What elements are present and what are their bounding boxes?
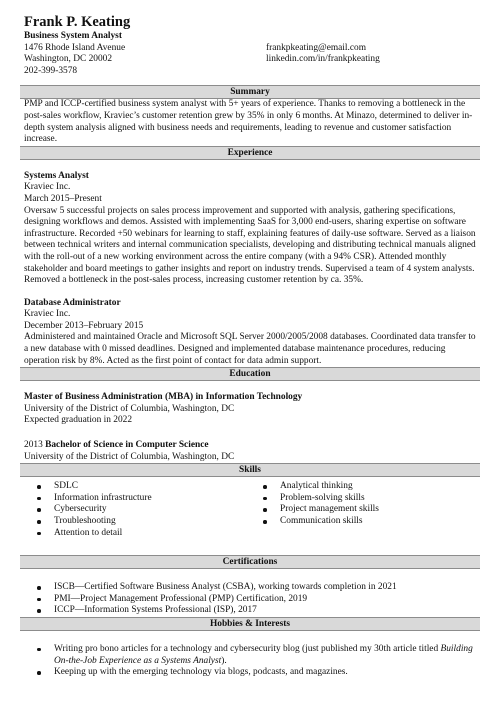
certification-item: ICCP—Information Systems Professional (ISP), 2017 xyxy=(24,605,476,617)
education-entry xyxy=(24,440,476,463)
job-title: Database Administrator xyxy=(24,297,121,308)
skill-item: Information infrastructure xyxy=(24,493,250,505)
job-entry xyxy=(24,298,476,368)
contact-block xyxy=(24,43,476,78)
hobby-text: Writing pro bono articles for a technology and cybersecurity blog (just published my 30th article titled xyxy=(54,643,441,654)
candidate-name: Frank P. Keating xyxy=(24,14,131,30)
skill-item: Cybersecurity xyxy=(24,504,250,516)
skills-columns xyxy=(24,481,476,539)
skill-item: Analytical thinking xyxy=(250,481,476,493)
contact-left xyxy=(24,43,266,78)
job-description: Oversaw 5 successful projects on sales process improvement and supported with analysis, gathering specifications, designing workflows and demos. Assisted with implementing SaaS for 3,000 end-users, sharing expertise on software infrastructure. Recorded +50 webinars for learning to staff, explaining features of daily-use software. Served as a liaison between technical writers and internal communication specialists, developing and distributing technical manuals aligned with the roll-out of a new working environment across the entire company (with a 94% CSR). Attended monthly stakeholder and board meetings to gather insights and report on industry trends. Supervised a team of 4 system analysts. Removed a bottleneck in the post-sales process, increasing customer retention by ca. 35%. xyxy=(24,205,476,286)
job-entry xyxy=(24,171,476,287)
education-entry xyxy=(24,392,476,427)
degree-title: Master of Business Administration (MBA) in Information Technology xyxy=(24,392,303,403)
hobbies-list xyxy=(24,644,476,679)
degree-school: University of the District of Columbia, Washington, DC xyxy=(24,451,235,462)
experience-heading: Experience xyxy=(20,146,480,160)
contact-right xyxy=(266,43,380,78)
skills-heading: Skills xyxy=(20,463,480,477)
skill-item: Attention to detail xyxy=(24,528,250,540)
degree-year: 2013 xyxy=(24,440,43,451)
summary-text: PMP and ICCP-certified business system analyst with 5+ years of experience. Thanks to removing a bottleneck in the post-sales workflow, Kraviec’s customer retention grew by 35% in only 6 months. At Minazo, determined to deliver in-depth system analysis aligned with business needs and requirements, leading to revenue and customer satisfaction increase. xyxy=(24,99,473,145)
skill-item: SDLC xyxy=(24,481,250,493)
job-title: Systems Analyst xyxy=(24,170,89,181)
resume-header xyxy=(24,14,476,77)
education-heading: Education xyxy=(20,367,480,381)
skill-item: Troubleshooting xyxy=(24,516,250,528)
hobby-item: Keeping up with the emerging technology via blogs, podcasts, and magazines. xyxy=(24,667,476,679)
skill-item: Project management skills xyxy=(250,504,476,516)
skill-item: Communication skills xyxy=(250,516,476,528)
hobby-item xyxy=(24,644,476,667)
degree-line xyxy=(24,440,476,452)
hobbies-heading: Hobbies & Interests xyxy=(20,617,480,631)
address-line-1: 1476 Rhode Island Avenue xyxy=(24,42,126,53)
certifications-heading: Certifications xyxy=(20,555,480,569)
summary-heading: Summary xyxy=(20,85,480,99)
skills-list-right xyxy=(250,481,476,539)
job-company: Kraviec Inc. xyxy=(24,182,71,193)
job-description: Administered and maintained Oracle and Microsoft SQL Server 2000/2005/2008 databases. Coordinated data transfer to a new database with 0 missed deadlines. Designed and implemented database maintenance procedures, reducing operation risk by 8%. Acted as the first point of contact for data admin support. xyxy=(24,332,476,366)
skill-item: Problem-solving skills xyxy=(250,493,476,505)
phone-number: 202-399-3578 xyxy=(24,65,78,76)
candidate-title: Business System Analyst xyxy=(24,31,122,41)
degree-note: Expected graduation in 2022 xyxy=(24,415,133,426)
hobby-text: ). xyxy=(221,655,227,666)
article-title: Building On-the-Job Experience as a Systems Analyst xyxy=(54,643,473,666)
linkedin-url: linkedin.com/in/frankpkeating xyxy=(266,54,380,65)
job-company: Kraviec Inc. xyxy=(24,309,71,320)
job-dates: December 2013–February 2015 xyxy=(24,320,144,331)
email-address: frankpkeating@email.com xyxy=(266,42,367,53)
address-line-2: Washington, DC 20002 xyxy=(24,54,113,65)
degree-school: University of the District of Columbia, Washington, DC xyxy=(24,403,235,414)
skills-list-left xyxy=(24,481,250,539)
job-dates: March 2015–Present xyxy=(24,193,102,204)
certification-item: ISCB—Certified Software Business Analyst (CSBA), working towards completion in 2021 xyxy=(24,582,476,594)
degree-title: Bachelor of Science in Computer Science xyxy=(45,440,209,451)
certification-item: PMI—Project Management Professional (PMP) Certification, 2019 xyxy=(24,594,476,606)
certifications-list xyxy=(24,582,476,617)
